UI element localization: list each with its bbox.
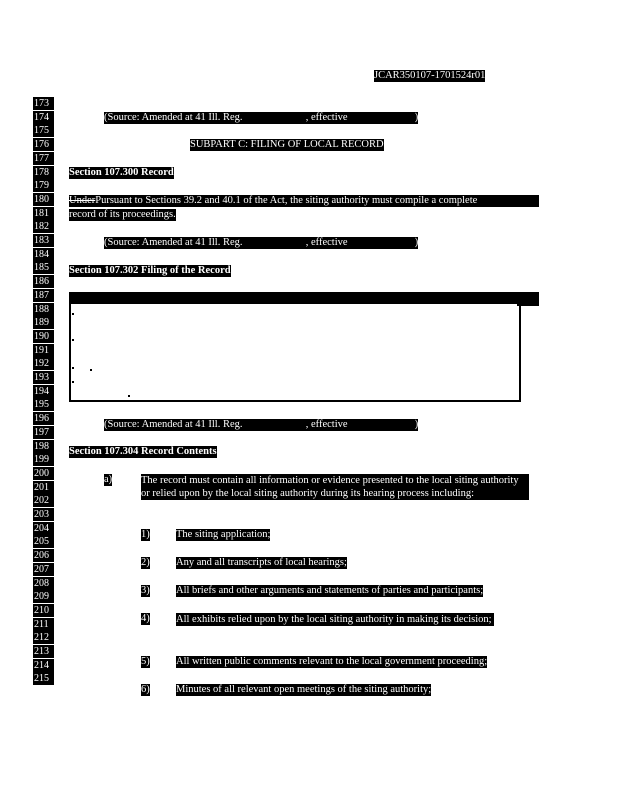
- line-number: 193: [33, 371, 54, 384]
- line-number: 215: [33, 672, 54, 685]
- source-mid: , effective: [305, 419, 348, 430]
- line-number: 180: [33, 193, 54, 206]
- line-number: 204: [33, 522, 54, 535]
- line-number: 200: [33, 467, 54, 480]
- line-number: 205: [33, 535, 54, 548]
- line-number: 194: [33, 385, 54, 398]
- line-number: 191: [33, 344, 54, 357]
- line-number: 195: [33, 398, 54, 411]
- line-number: 201: [33, 481, 54, 494]
- list-item-label: 6): [141, 684, 150, 695]
- redacted-blank: [350, 237, 412, 249]
- line-number: 202: [33, 494, 54, 507]
- line-number: 209: [33, 590, 54, 603]
- source-note-2: [104, 237, 418, 249]
- redacted-blank: [350, 419, 412, 431]
- line-number: 173: [33, 97, 54, 110]
- section-300-line1: [69, 195, 539, 207]
- line-number: 187: [33, 289, 54, 302]
- redacted-blank: [245, 419, 303, 431]
- line-number: 211: [33, 618, 54, 631]
- list-item-label: 2): [141, 557, 150, 568]
- line-number: 185: [33, 261, 54, 274]
- redacted-block-frame: [69, 304, 521, 402]
- list-item-text: The siting application;: [176, 529, 271, 540]
- source-note-3: [104, 419, 418, 431]
- redacted-blank: [350, 112, 412, 124]
- line-number: 182: [33, 220, 54, 233]
- redacted-block: [69, 292, 539, 304]
- line-number: 198: [33, 440, 54, 453]
- list-item-label: 4): [141, 613, 150, 624]
- item-a-label: a): [104, 474, 113, 485]
- line-number: 176: [33, 138, 54, 151]
- list-item-label: 1): [141, 529, 150, 540]
- line-number: 214: [33, 659, 54, 672]
- source-mid: , effective: [305, 112, 348, 123]
- line-number: 203: [33, 508, 54, 521]
- line-number: 190: [33, 330, 54, 343]
- list-item-text: All written public comments relevant to the local government proceeding;: [176, 656, 488, 667]
- section-300-text1: Pursuant to Sections 39.2 and 40.1 of the Act, the siting authority must compile a complete: [95, 195, 478, 206]
- line-number: 208: [33, 577, 54, 590]
- line-number: 212: [33, 631, 54, 644]
- list-item-label: 3): [141, 585, 150, 596]
- source-end: ): [414, 419, 419, 430]
- line-number: 175: [33, 124, 54, 137]
- subpart-title: SUBPART C: FILING OF LOCAL RECORD: [190, 139, 384, 150]
- redacted-blank: [245, 237, 303, 249]
- source-end: ): [414, 112, 419, 123]
- section-300-line2: record of its proceedings.: [69, 209, 176, 220]
- line-number: 199: [33, 453, 54, 466]
- line-number: 184: [33, 248, 54, 261]
- item-a-text: The record must contain all information or evidence presented to the local siting authority or relied upon by the local siting authority during its hearing process including:: [141, 474, 529, 500]
- list-item-label: 5): [141, 656, 150, 667]
- line-number: 188: [33, 303, 54, 316]
- line-number: 186: [33, 275, 54, 288]
- source-end: ): [414, 237, 419, 248]
- redacted-blank: [245, 112, 303, 124]
- section-302-heading: Section 107.302 Filing of the Record: [69, 265, 231, 276]
- line-number: 197: [33, 426, 54, 439]
- list-item-text: Minutes of all relevant open meetings of the siting authority;: [176, 684, 432, 695]
- line-number: 206: [33, 549, 54, 562]
- line-number: 189: [33, 316, 54, 329]
- source-mid: , effective: [305, 237, 348, 248]
- line-number: 213: [33, 645, 54, 658]
- struck-text: Under: [69, 195, 96, 206]
- list-item-text: All exhibits relied upon by the local siting authority in making its decision;: [176, 613, 494, 626]
- line-number: 192: [33, 357, 54, 370]
- line-number: 181: [33, 207, 54, 220]
- source-prefix: (Source: Amended at 41 Ill. Reg.: [104, 237, 243, 248]
- source-note-1: [104, 112, 418, 124]
- source-prefix: (Source: Amended at 41 Ill. Reg.: [104, 419, 243, 430]
- line-number: 179: [33, 179, 54, 192]
- section-304-heading: Section 107.304 Record Contents: [69, 446, 217, 457]
- list-item-text: Any and all transcripts of local hearings;: [176, 557, 347, 568]
- line-number: 207: [33, 563, 54, 576]
- line-number: 178: [33, 166, 54, 179]
- list-item-text: All briefs and other arguments and statements of parties and participants;: [176, 585, 484, 596]
- section-300-heading: Section 107.300 Record: [69, 167, 174, 178]
- redacted-block-edge: [517, 292, 539, 306]
- line-number: 196: [33, 412, 54, 425]
- line-number: 174: [33, 111, 54, 124]
- source-prefix: (Source: Amended at 41 Ill. Reg.: [104, 112, 243, 123]
- document-id: JCAR350107-1701524r01: [374, 70, 486, 81]
- line-number: 183: [33, 234, 54, 247]
- line-number: 177: [33, 152, 54, 165]
- line-number: 210: [33, 604, 54, 617]
